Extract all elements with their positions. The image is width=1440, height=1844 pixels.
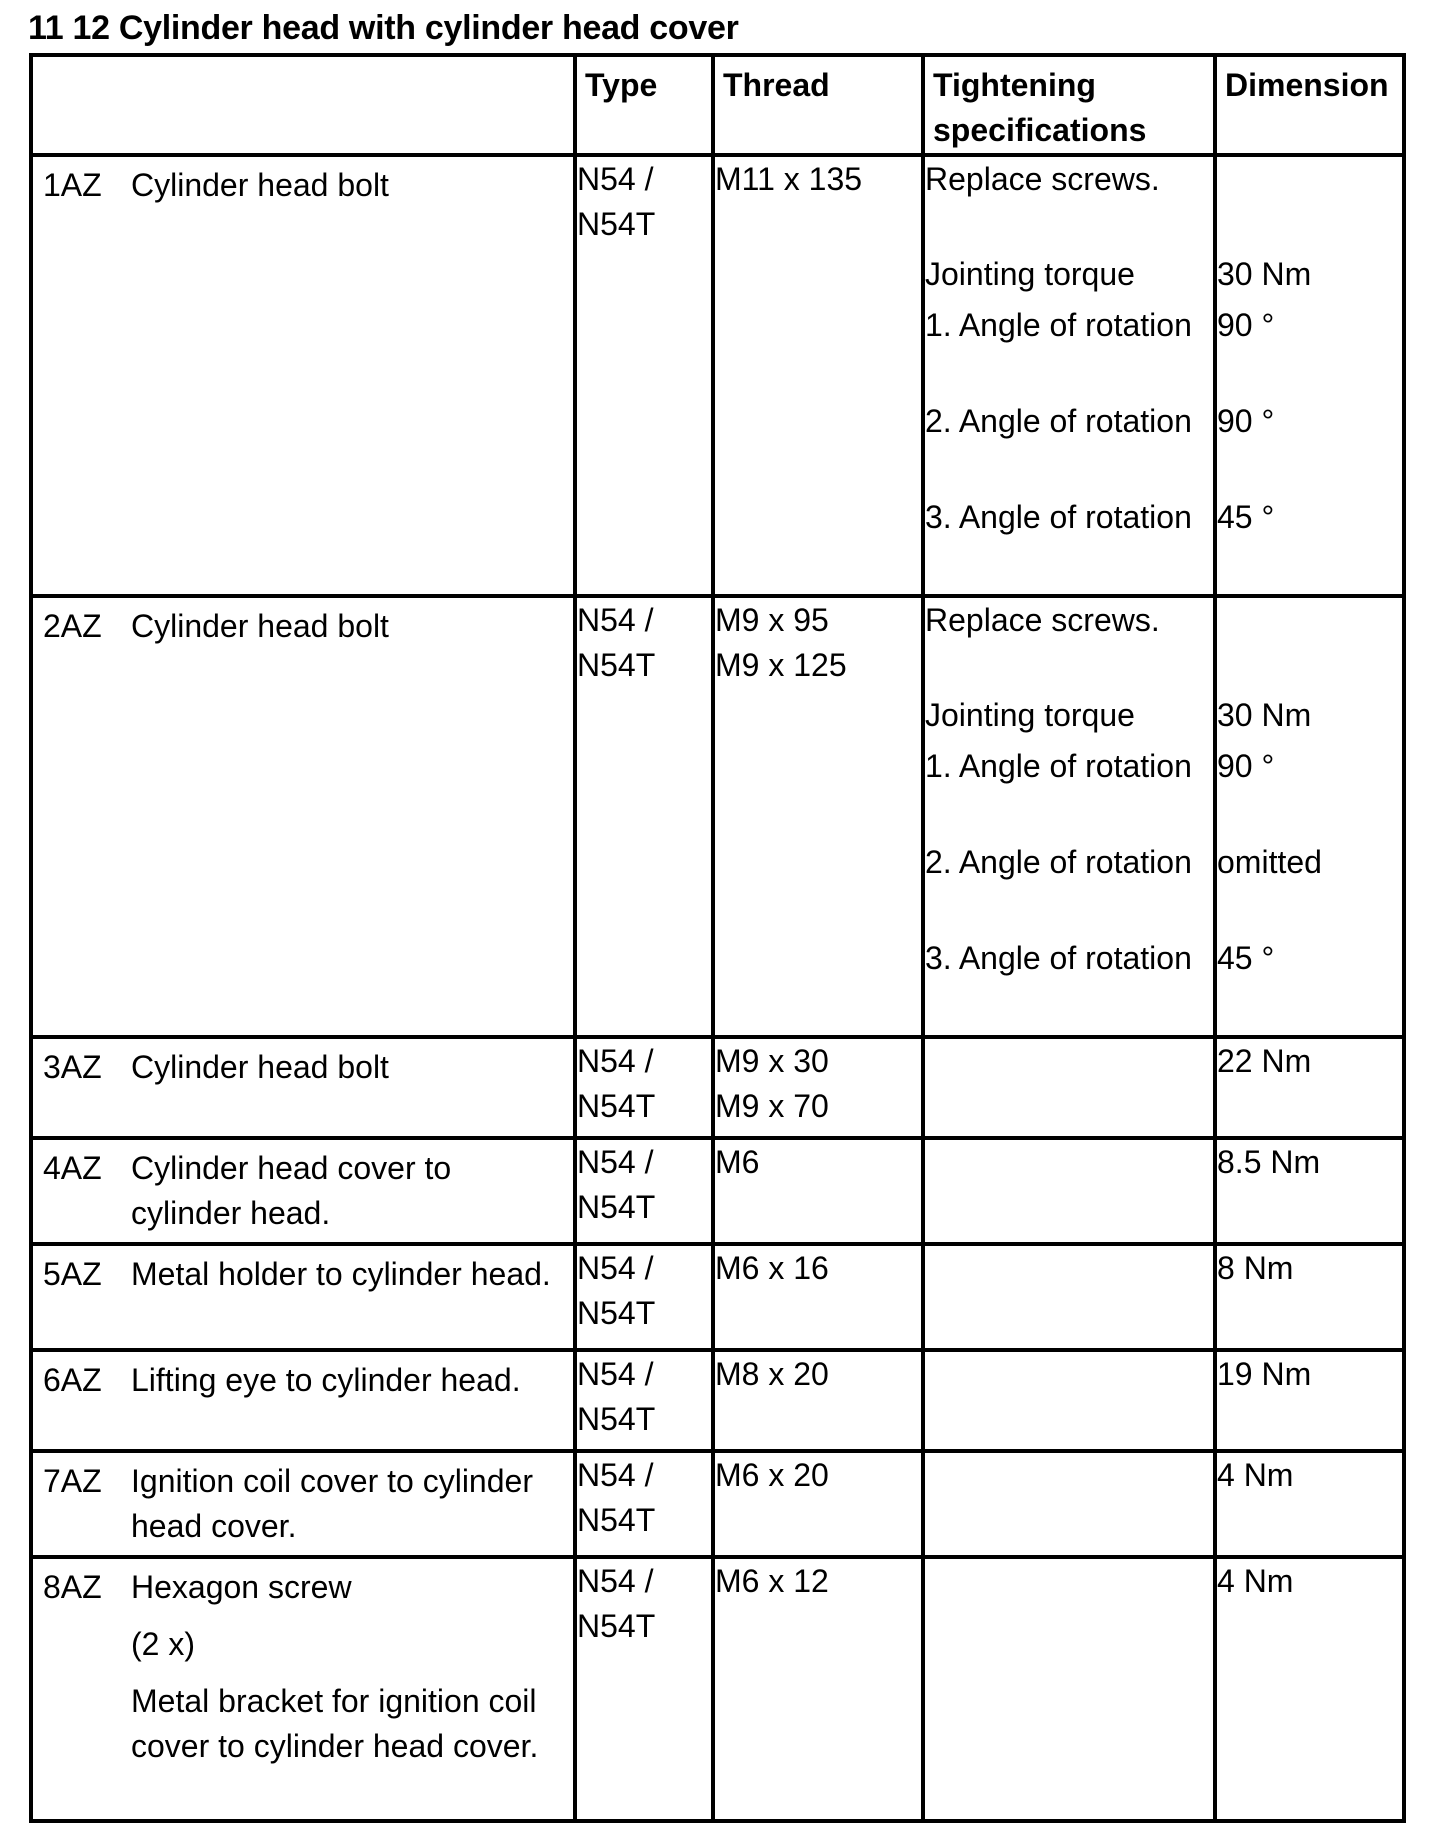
item-description: Cylinder head bolt: [131, 167, 389, 203]
type-cell: [575, 1138, 713, 1244]
table-row: [31, 1350, 1404, 1451]
item-description: Cylinder head cover to cylinder head.: [131, 1150, 452, 1231]
thread-cell: [713, 1350, 923, 1451]
item-description-detail: Metal bracket for ignition coil cover to cylinder head cover.: [131, 1683, 539, 1764]
table-row: [31, 1244, 1404, 1350]
type-line: N54T: [577, 1088, 656, 1124]
type-cell: [575, 1350, 713, 1451]
table-row: [31, 1451, 1404, 1557]
item-cell: [31, 155, 575, 596]
item-code: 8AZ: [43, 1569, 102, 1605]
spec-label: 2. Angle of rotation: [925, 844, 1192, 880]
page-title: 11 12 Cylinder head with cylinder head cover: [28, 9, 739, 47]
item-code: 5AZ: [43, 1256, 102, 1292]
type-line: N54T: [577, 1401, 656, 1437]
item-cell: [31, 1350, 575, 1451]
header-type: Type: [575, 55, 713, 155]
header-thread: Thread: [713, 55, 923, 155]
dimension-cell: [1215, 596, 1404, 1037]
tightening-torque-table: [29, 53, 1406, 1823]
specs-cell: [923, 1037, 1215, 1138]
dimension-value: 22 Nm: [1217, 1043, 1312, 1079]
dimension-value: 45 °: [1217, 499, 1275, 535]
item-code: 1AZ: [43, 167, 102, 203]
thread-cell: [713, 1138, 923, 1244]
type-cell: [575, 1451, 713, 1557]
thread-cell: [713, 596, 923, 1037]
type-cell: [575, 596, 713, 1037]
thread-value: M6 x 16: [715, 1250, 829, 1286]
dimension-cell: [1215, 1451, 1404, 1557]
spec-label: Jointing torque: [925, 697, 1135, 733]
item-quantity: (2 x): [131, 1626, 195, 1662]
dimension-value: 8 Nm: [1217, 1250, 1294, 1286]
dimension-value: 90 °: [1217, 748, 1275, 784]
type-line: N54 /: [577, 1563, 654, 1599]
spec-note: Replace screws.: [925, 161, 1160, 197]
item-description: Lifting eye to cylinder head.: [131, 1362, 521, 1398]
thread-value: M6 x 20: [715, 1457, 829, 1493]
dimension-value: 4 Nm: [1217, 1563, 1294, 1599]
dimension-value: 4 Nm: [1217, 1457, 1294, 1493]
dimension-cell: [1215, 1350, 1404, 1451]
table-row: [31, 1557, 1404, 1821]
specs-cell: [923, 155, 1215, 596]
thread-cell: [713, 1244, 923, 1350]
dimension-value: 30 Nm: [1217, 256, 1312, 292]
type-line: N54 /: [577, 1043, 654, 1079]
specs-cell: [923, 1557, 1215, 1821]
type-line: N54T: [577, 1295, 656, 1331]
item-description: Cylinder head bolt: [131, 608, 389, 644]
thread-value: M11 x 135: [715, 161, 863, 197]
dimension-value: 90 °: [1217, 403, 1275, 439]
dimension-value: 19 Nm: [1217, 1356, 1312, 1392]
specs-cell: [923, 1138, 1215, 1244]
dimension-cell: [1215, 1557, 1404, 1821]
type-line: N54T: [577, 647, 656, 683]
type-cell: [575, 1037, 713, 1138]
type-cell: [575, 1557, 713, 1821]
item-description: Cylinder head bolt: [131, 1049, 389, 1085]
thread-cell: [713, 1557, 923, 1821]
item-code: 4AZ: [43, 1150, 102, 1186]
type-line: N54 /: [577, 602, 654, 638]
thread-value: M9 x 95: [715, 602, 829, 638]
item-code: 6AZ: [43, 1362, 102, 1398]
thread-value: M6: [715, 1144, 760, 1180]
type-line: N54 /: [577, 1457, 654, 1493]
dimension-cell: [1215, 155, 1404, 596]
item-description: Hexagon screw: [131, 1569, 352, 1605]
item-cell: [31, 1557, 575, 1821]
header-dimension: Dimension: [1215, 55, 1404, 155]
dimension-value: 30 Nm: [1217, 697, 1312, 733]
type-line: N54T: [577, 1502, 656, 1538]
spec-note: Replace screws.: [925, 602, 1160, 638]
thread-value: M6 x 12: [715, 1563, 829, 1599]
header-tightening-specifications: Tightening specifications: [923, 55, 1215, 155]
thread-value: M9 x 70: [715, 1088, 829, 1124]
item-cell: [31, 1451, 575, 1557]
thread-cell: [713, 1037, 923, 1138]
header-item: [31, 55, 575, 155]
spec-label: 3. Angle of rotation: [925, 499, 1192, 535]
item-code: 2AZ: [43, 608, 102, 644]
type-line: N54T: [577, 1189, 656, 1225]
thread-value: M8 x 20: [715, 1356, 829, 1392]
thread-value: M9 x 125: [715, 647, 847, 683]
dimension-cell: [1215, 1244, 1404, 1350]
type-line: N54 /: [577, 1250, 654, 1286]
type-line: N54T: [577, 206, 656, 242]
item-cell: [31, 596, 575, 1037]
spec-label: 3. Angle of rotation: [925, 940, 1192, 976]
spec-label: 1. Angle of rotation: [925, 748, 1192, 784]
item-description: Ignition coil cover to cylinder head cover.: [131, 1463, 533, 1544]
dimension-value: 8.5 Nm: [1217, 1144, 1321, 1180]
dimension-value: omitted: [1217, 844, 1322, 880]
type-line: N54 /: [577, 1356, 654, 1392]
type-line: N54T: [577, 1608, 656, 1644]
table-row: [31, 155, 1404, 596]
table-row: [31, 596, 1404, 1037]
item-code: 7AZ: [43, 1463, 102, 1499]
dimension-cell: [1215, 1138, 1404, 1244]
specs-cell: [923, 1350, 1215, 1451]
type-cell: [575, 155, 713, 596]
spec-label: 2. Angle of rotation: [925, 403, 1192, 439]
dimension-value: 45 °: [1217, 940, 1275, 976]
thread-cell: [713, 155, 923, 596]
item-cell: [31, 1138, 575, 1244]
spec-label: 1. Angle of rotation: [925, 307, 1192, 343]
item-description: Metal holder to cylinder head.: [131, 1256, 551, 1292]
dimension-cell: [1215, 1037, 1404, 1138]
specs-cell: [923, 596, 1215, 1037]
dimension-value: 90 °: [1217, 307, 1275, 343]
type-line: N54 /: [577, 1144, 654, 1180]
item-cell: [31, 1037, 575, 1138]
table-row: [31, 1138, 1404, 1244]
table-header-row: [31, 55, 1404, 155]
table-row: [31, 1037, 1404, 1138]
item-code: 3AZ: [43, 1049, 102, 1085]
specs-cell: [923, 1451, 1215, 1557]
thread-value: M9 x 30: [715, 1043, 829, 1079]
specs-cell: [923, 1244, 1215, 1350]
type-cell: [575, 1244, 713, 1350]
item-cell: [31, 1244, 575, 1350]
spec-label: Jointing torque: [925, 256, 1135, 292]
type-line: N54 /: [577, 161, 654, 197]
thread-cell: [713, 1451, 923, 1557]
